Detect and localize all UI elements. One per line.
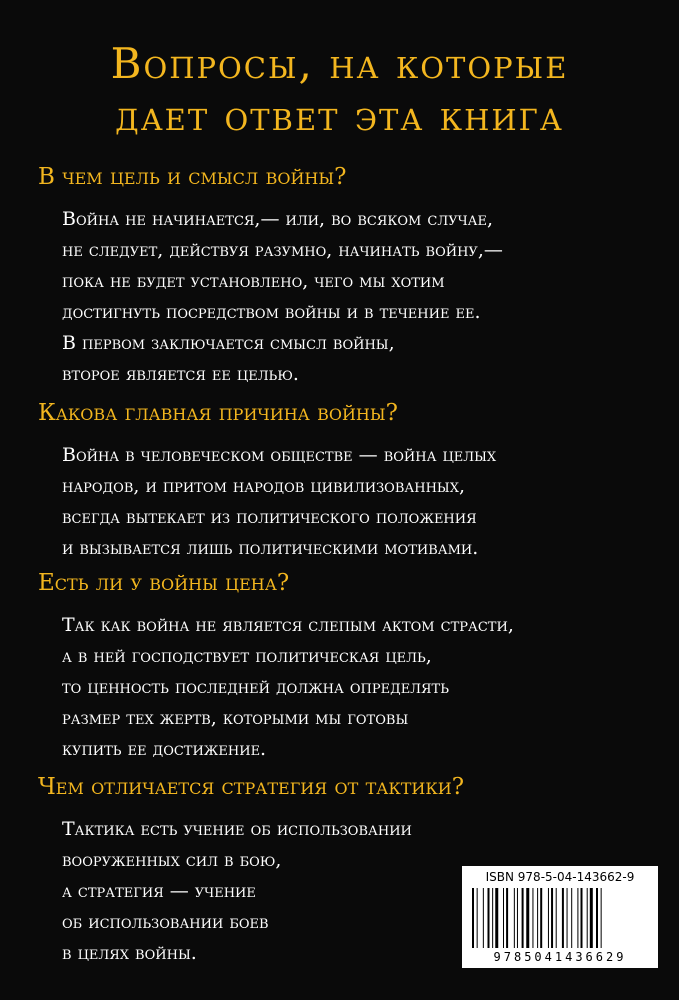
barcode-bar: [514, 888, 515, 948]
barcode-bar: [522, 888, 524, 948]
section-price: [38, 568, 648, 765]
text-line: достигнуть посредством войны и в течение ее.: [62, 301, 481, 323]
text-line: всегда вытекает из политического положения: [62, 506, 477, 528]
barcode-bar: [537, 888, 538, 948]
cover-title: [0, 38, 679, 142]
barcode-bar: [581, 888, 583, 948]
barcode-bar: [577, 888, 578, 948]
text-line: в целях войны.: [62, 942, 197, 964]
text-line: второе является ее целью.: [62, 363, 299, 385]
text-line: Война не начинается,— или, во всяком случае,: [62, 208, 494, 230]
section-question: Чем отличается стратегия от тактики?: [38, 774, 465, 800]
barcode-bar: [571, 888, 572, 948]
text-line: не следует, действуя разумно, начинать войну,—: [62, 239, 503, 261]
barcode-bar: [532, 888, 533, 948]
section-question: Есть ли у войны цена?: [38, 570, 290, 596]
barcode-bar: [562, 888, 564, 948]
text-line: а стратегия — учение: [62, 880, 256, 902]
section-text: [62, 440, 648, 564]
barcode-bar: [601, 888, 602, 948]
text-line: то ценность последней должна определять: [62, 676, 449, 698]
barcode-bar: [477, 888, 478, 948]
barcode-bar: [596, 888, 598, 948]
text-line: В первом заключается смысл войны,: [62, 332, 395, 354]
barcode-bar: [526, 888, 529, 948]
text-line: а в ней господствует политическая цель,: [62, 645, 432, 667]
text-line: размер тех жертв, которыми мы готовы: [62, 707, 409, 729]
barcode-bar: [548, 888, 549, 948]
barcode-digits: 9785041436629: [493, 950, 627, 964]
title-line-2: дает ответ эта книга: [115, 91, 564, 140]
barcode-bar: [551, 888, 553, 948]
text-line: Война в человеческом обществе — война целых: [62, 444, 497, 466]
isbn-label: ISBN 978-5-04-143662-9: [485, 870, 635, 884]
text-line: Так как война не является слепым актом страсти,: [62, 614, 514, 636]
text-line: пока не будет установлено, чего мы хотим: [62, 270, 445, 292]
barcode-bar: [567, 888, 568, 948]
section-question: Какова главная причина войны?: [38, 400, 398, 426]
barcode-bar: [492, 888, 493, 948]
section-goal: [38, 162, 648, 390]
text-line: вооруженных сил в бою,: [62, 849, 282, 871]
barcode-bar: [503, 888, 504, 948]
text-line: Тактика есть учение об использовании: [62, 818, 412, 840]
barcode-bar: [587, 888, 588, 948]
title-line-1: Вопросы, на которые: [110, 39, 569, 88]
text-line: народов, и притом народов цивилизованных,: [62, 475, 465, 497]
barcode-bar: [556, 888, 557, 948]
barcode-bar: [495, 888, 498, 948]
barcode-bar: [590, 888, 593, 948]
isbn-barcode: [462, 866, 658, 968]
barcode-bar: [506, 888, 508, 948]
text-line: купить ее достижение.: [62, 738, 267, 760]
barcode-bar: [488, 888, 490, 948]
text-line: об использовании боев: [62, 911, 269, 933]
section-question: В чем цель и смысл войны?: [38, 164, 347, 190]
barcode-bar: [540, 888, 542, 948]
barcode-bar: [517, 888, 518, 948]
text-line: и вызывается лишь политическими мотивами.: [62, 537, 479, 559]
barcode-bar: [483, 888, 484, 948]
section-text: [62, 204, 648, 390]
barcode-bar: [472, 888, 474, 948]
section-text: [62, 610, 648, 765]
barcode-bars: [472, 888, 648, 948]
section-cause: [38, 398, 648, 564]
